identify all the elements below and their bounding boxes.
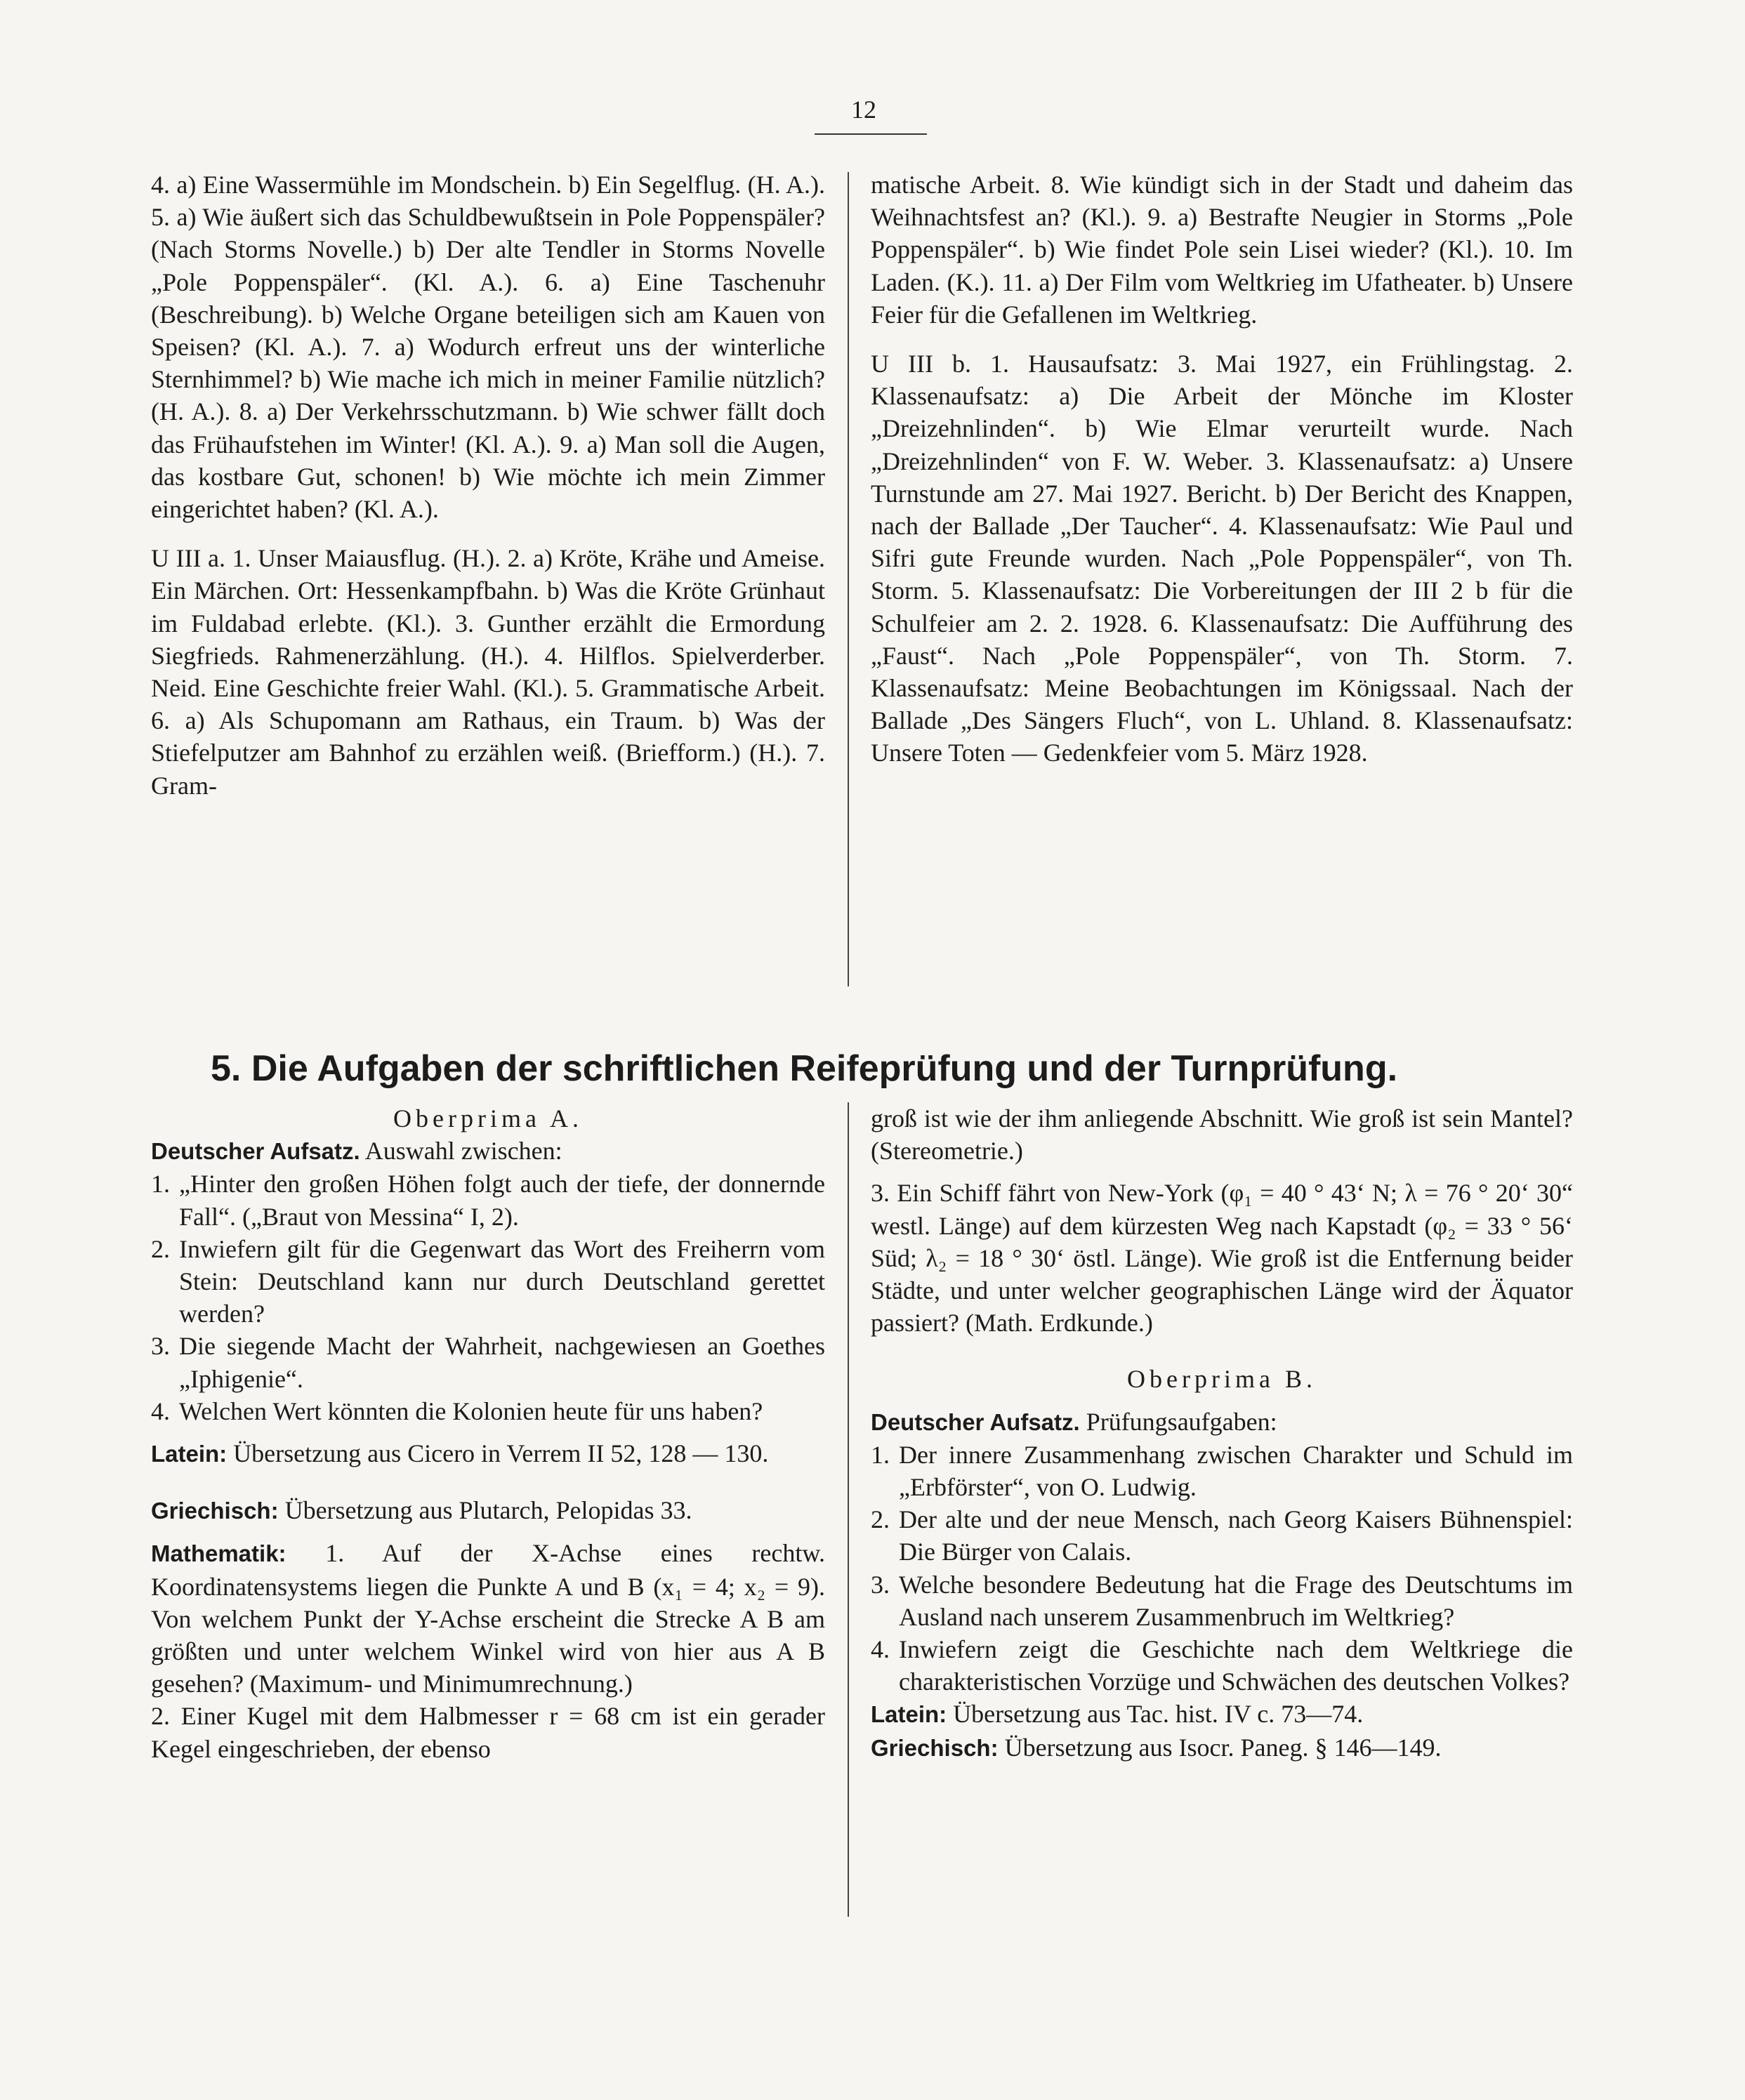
list-item [871, 1503, 1573, 1568]
item-text: Der alte und der neue Mensch, nach Georg Kaisers Bühnenspiel: Die Bürger von Calais. [899, 1505, 1573, 1566]
item-text: Welche besondere Bedeutung hat die Frage des Deutschtums im Ausland nach unserem Zusammenbruch im Weltkrieg? [899, 1570, 1573, 1631]
item-text: „Hinter den großen Höhen folgt auch der tiefe, der donnernde Fall“. („Braut von Messina“ I, 2). [179, 1170, 825, 1231]
item-number: 3. [871, 1570, 890, 1599]
bottom-right-column [871, 1102, 1573, 1764]
latein-text: Übersetzung aus Tac. hist. IV c. 73—74. [953, 1700, 1364, 1729]
griechisch-text: Übersetzung aus Isocr. Paneg. § 146—149. [1004, 1733, 1442, 1762]
item-number: 1. [871, 1440, 890, 1469]
oberprima-a-griechisch [151, 1494, 825, 1527]
item-number: 3. [151, 1332, 170, 1361]
oberprima-a-deutsch-heading [151, 1135, 825, 1168]
mathematik-task-1: 1. Auf der X-Achse eines rechtw. Koordinatensystems liegen die Punkte A und B (x₁ = 4; x₂ = 9). Von welchem Punkt der Y-Achse erscheint die Strecke A B am größten und unter welchem Winkel wird von hier aus A B gesehen? (Maximum- und Minimumrechnung.) [151, 1539, 826, 1698]
item-text: Die siegende Macht der Wahrheit, nachgewiesen an Goethes „Iphigenie“. [179, 1332, 825, 1393]
mathematik-task-2-cont: groß ist wie der ihm anliegende Abschnitt. Wie groß ist sein Mantel? (Stereometrie.) [871, 1104, 1573, 1165]
deutsch-intro: Prüfungsaufgaben: [1086, 1407, 1277, 1436]
item-text: Welchen Wert könnten die Kolonien heute für uns haben? [179, 1396, 763, 1425]
deutsch-label: Deutscher Aufsatz. [151, 1138, 360, 1165]
oberprima-a-title: Oberprima A. [393, 1104, 583, 1132]
latein-label: Latein: [871, 1701, 947, 1728]
item-number: 4. [151, 1396, 170, 1425]
top-left-column [151, 169, 825, 802]
item-text: Der innere Zusammenhang zwischen Charakter und Schuld im „Erbförster“, von O. Ludwig. [899, 1440, 1573, 1502]
list-item [151, 1395, 825, 1427]
list-item [871, 1569, 1573, 1633]
item-number: 4. [871, 1635, 890, 1664]
item-number: 2. [871, 1505, 890, 1534]
griechisch-label: Griechisch: [871, 1734, 999, 1761]
deutsch-label: Deutscher Aufsatz. [871, 1408, 1080, 1435]
oberprima-b-deutsch-heading [871, 1406, 1573, 1439]
page-number-rule [815, 133, 927, 135]
item-text: Inwiefern zeigt die Geschichte nach dem Weltkriege die charakteristischen Vorzüge und Schwächen des deutschen Volkes? [899, 1635, 1573, 1696]
griechisch-label: Griechisch: [151, 1498, 279, 1524]
list-item [151, 1233, 825, 1330]
mathematik-label: Mathematik: [151, 1540, 287, 1567]
latein-text: Übersetzung aus Cicero in Verrem II 52, 128 — 130. [233, 1439, 769, 1468]
mathematik-task-2: 2. Einer Kugel mit dem Halbmesser r = 68 cm ist ein gerader Kegel eingeschrieben, der ebenso [151, 1702, 825, 1763]
oberprima-b-latein [871, 1698, 1573, 1731]
item-text: Inwiefern gilt für die Gegenwart das Wort des Freiherrn vom Stein: Deutschland kann nur durch Deutschland gerettet werden? [179, 1234, 825, 1328]
item-number: 1. [151, 1170, 170, 1198]
list-item [871, 1439, 1573, 1503]
bottom-left-column [151, 1102, 825, 1765]
list-item [871, 1633, 1573, 1698]
oberprima-a-mathematik [151, 1537, 825, 1700]
item-number: 2. [151, 1234, 170, 1263]
section-heading: 5. Die Aufgaben der schriftlichen Reifeprüfung und der Turnprüfung. [211, 1048, 1398, 1089]
paragraph-u-iii-a: U III a. 1. Unser Maiausflug. (H.). 2. a) Kröte, Krähe und Ameise. Ein Märchen. Ort: Hessenkampfbahn. b) Was die Kröte Grünhaut im Fuldabad erlebte. (Kl.). 3. Gunther erzählt die Ermordung Siegfrieds. Rahmenerzählung. (H.). 4. Hilflos. Spielverderber. Neid. Eine Geschichte freier Wahl. (Kl.). 5. Grammatische Arbeit. 6. a) Als Schupomann am Rathaus, ein Traum. b) Was der Stiefelputzer am Bahnhof zu erzählen weiß. (Briefform.) (H.). 7. Gram- [151, 544, 825, 800]
page-number: 12 [851, 95, 876, 124]
griechisch-text: Übersetzung aus Plutarch, Pelopidas 33. [284, 1496, 692, 1525]
oberprima-b-title: Oberprima B. [1127, 1365, 1317, 1394]
deutsch-intro: Auswahl zwischen: [364, 1137, 562, 1165]
paragraph-u-iii-b: U III b. 1. Hausaufsatz: 3. Mai 1927, ein Frühlingstag. 2. Klassenaufsatz: a) Die Arbeit der Mönche im Kloster „Dreizehnlinden“. b) Wie Elmar verurteilt wurde. Nach „Dreizehnlinden“ von F. W. Weber. 3. Klassenaufsatz: a) Unsere Turnstunde am 27. Mai 1927. Bericht. b) Der Bericht des Knappen, nach der Ballade „Der Taucher“. 4. Klassenaufsatz: Wie Paul und Sifri gute Freunde wurden. Nach „Pole Poppenspäler“, von Th. Storm. 5. Klassenaufsatz: Die Vorbereitungen der III 2 b für die Schulfeier am 2. 2. 1928. 6. Klassenaufsatz: Die Aufführung des „Faust“. Nach „Pole Poppenspäler“, von Th. Storm. 7. Klassenaufsatz: Meine Beobachtungen im Königssaal. Nach der Ballade „Des Sängers Fluch“, von L. Uhland. 8. Klassenaufsatz: Unsere Toten — Gedenkfeier vom 5. März 1928. [871, 350, 1573, 767]
list-item [151, 1168, 825, 1232]
top-right-column [871, 169, 1573, 770]
oberprima-b-griechisch [871, 1731, 1573, 1764]
paragraph-o-iii-tasks: 4. a) Eine Wassermühle im Mondschein. b) Ein Segelflug. (H. A.). 5. a) Wie äußert sich das Schuldbewußtsein in Pole Poppenspäler? (Nach Storms Novelle.) b) Der alte Tendler in Storms Novelle „Pole Poppenspäler“. (Kl. A.). 6. a) Eine Taschenuhr (Beschreibung). b) Welche Organe beteiligen sich am Kauen von Speisen? (Kl. A.). 7. a) Wodurch erfreut uns der winterliche Sternhimmel? b) Wie mache ich mich in meiner Familie nützlich? (H. A.). 8. a) Der Verkehrsschutzmann. b) Wie schwer fällt doch das Frühaufstehen im Winter! (Kl. A.). 9. a) Man soll die Augen, das kostbare Gut, schonen! b) Wie möchte ich mein Zimmer eingerichtet haben? (Kl. A.). [151, 171, 825, 524]
list-item [151, 1330, 825, 1394]
oberprima-a-latein [151, 1437, 825, 1470]
paragraph-u-iii-a-cont: matische Arbeit. 8. Wie kündigt sich in der Stadt und daheim das Weihnachtsfest an? (Kl.). 9. a) Bestrafte Neugier in Storms „Pole Poppenspäler“. b) Wie findet Pole sein Lisei wieder? (Kl.). 10. Im Laden. (K.). 11. a) Der Film vom Weltkrieg im Ufatheater. b) Unsere Feier für die Gefallenen im Weltkrieg. [871, 171, 1573, 329]
column-divider-top [848, 172, 849, 986]
mathematik-task-3: 3. Ein Schiff fährt von New-York (φ₁ = 40 ° 43‘ N; λ = 76 ° 20‘ 30“ westl. Länge) auf dem kürzesten Weg nach Kapstadt (φ₂ = 33 ° 56‘ Süd; λ₂ = 18 ° 30‘ östl. Länge). Wie groß ist die Entfernung beider Städte, und unter welcher geographischen Länge wird der Äquator passiert? (Math. Erdkunde.) [871, 1179, 1573, 1338]
column-divider-bottom [848, 1102, 849, 1917]
latein-label: Latein: [151, 1441, 228, 1467]
